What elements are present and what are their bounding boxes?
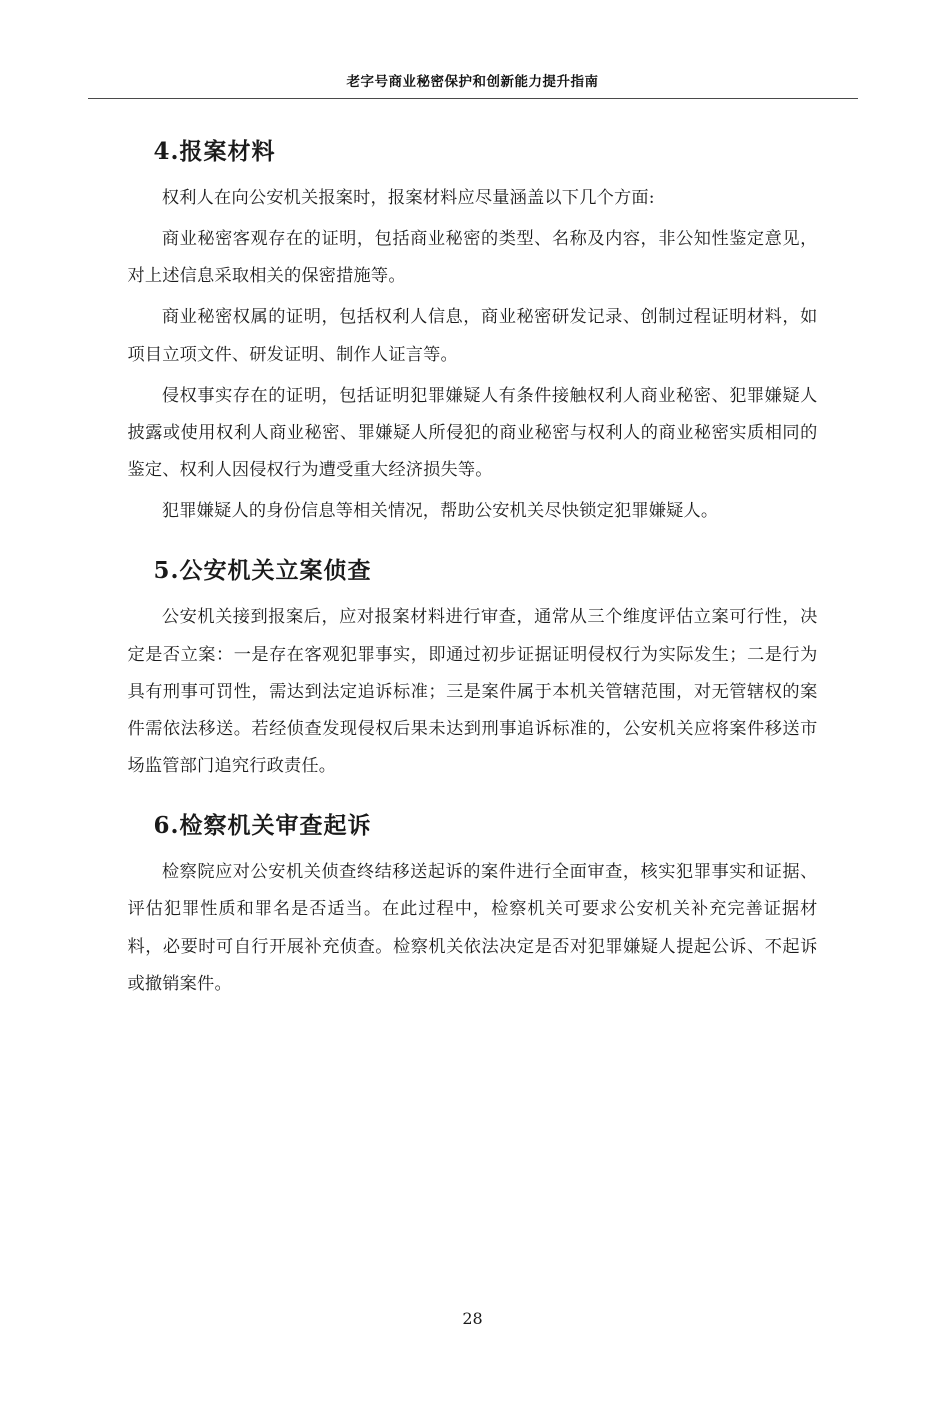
section-heading-6: 6.检察机关审查起诉 (153, 812, 372, 840)
paragraph: 犯罪嫌疑人的身份信息等相关情况，帮助公安机关尽快锁定犯罪嫌疑人。 (161, 501, 719, 522)
document-page (0, 70, 945, 1406)
paragraph: 公安机关接到报案后，应对报案材料进行审查，通常从三个维度评估立案可行性，决定是否立案：一是存在客观犯罪事实，即通过初步证据证明侵权行为实际发生；二是行为具有刑事可罚性，需达到法定追诉标准；三是案件属于本机关管辖范围，对无管辖权的案件需依法移送。若经侦查发现侵权后果未达到刑事追诉标准的，公安机关应将案件移送市场监管部门追究行政责任。 (127, 607, 818, 777)
running-header (0, 70, 945, 90)
paragraph: 侵权事实存在的证明，包括证明犯罪嫌疑人有条件接触权利人商业秘密、犯罪嫌疑人披露或使用权利人商业秘密、罪嫌疑人所侵犯的商业秘密与权利人的商业秘密实质相同的鉴定、权利人因侵权行为遭受重大经济损失等。 (127, 385, 818, 481)
section-heading-5: 5.公安机关立案侦查 (153, 557, 372, 585)
paragraph: 商业秘密权属的证明，包括权利人信息，商业秘密研发记录、创制过程证明材料，如项目立项文件、研发证明、制作人证言等。 (127, 307, 818, 365)
document-body (128, 99, 818, 1003)
running-header-text: 老字号商业秘密保护和创新能力提升指南 (346, 74, 599, 90)
section-heading-4: 4.报案材料 (153, 138, 276, 165)
paragraph: 检察院应对公安机关侦查终结移送起诉的案件进行全面审查，核实犯罪事实和证据、评估犯罪性质和罪名是否适当。在此过程中，检察机关可要求公安机关补充完善证据材料，必要时可自行开展补充侦查。检察机关依法决定是否对犯罪嫌疑人提起公诉、不起诉或撤销案件。 (127, 862, 818, 994)
page-number: 28 (462, 1309, 483, 1328)
paragraph: 权利人在向公安机关报案时，报案材料应尽量涵盖以下几个方面: (161, 188, 655, 208)
paragraph: 商业秘密客观存在的证明，包括商业秘密的类型、名称及内容，非公知性鉴定意见，对上述信息采取相关的保密措施等。 (127, 229, 818, 287)
